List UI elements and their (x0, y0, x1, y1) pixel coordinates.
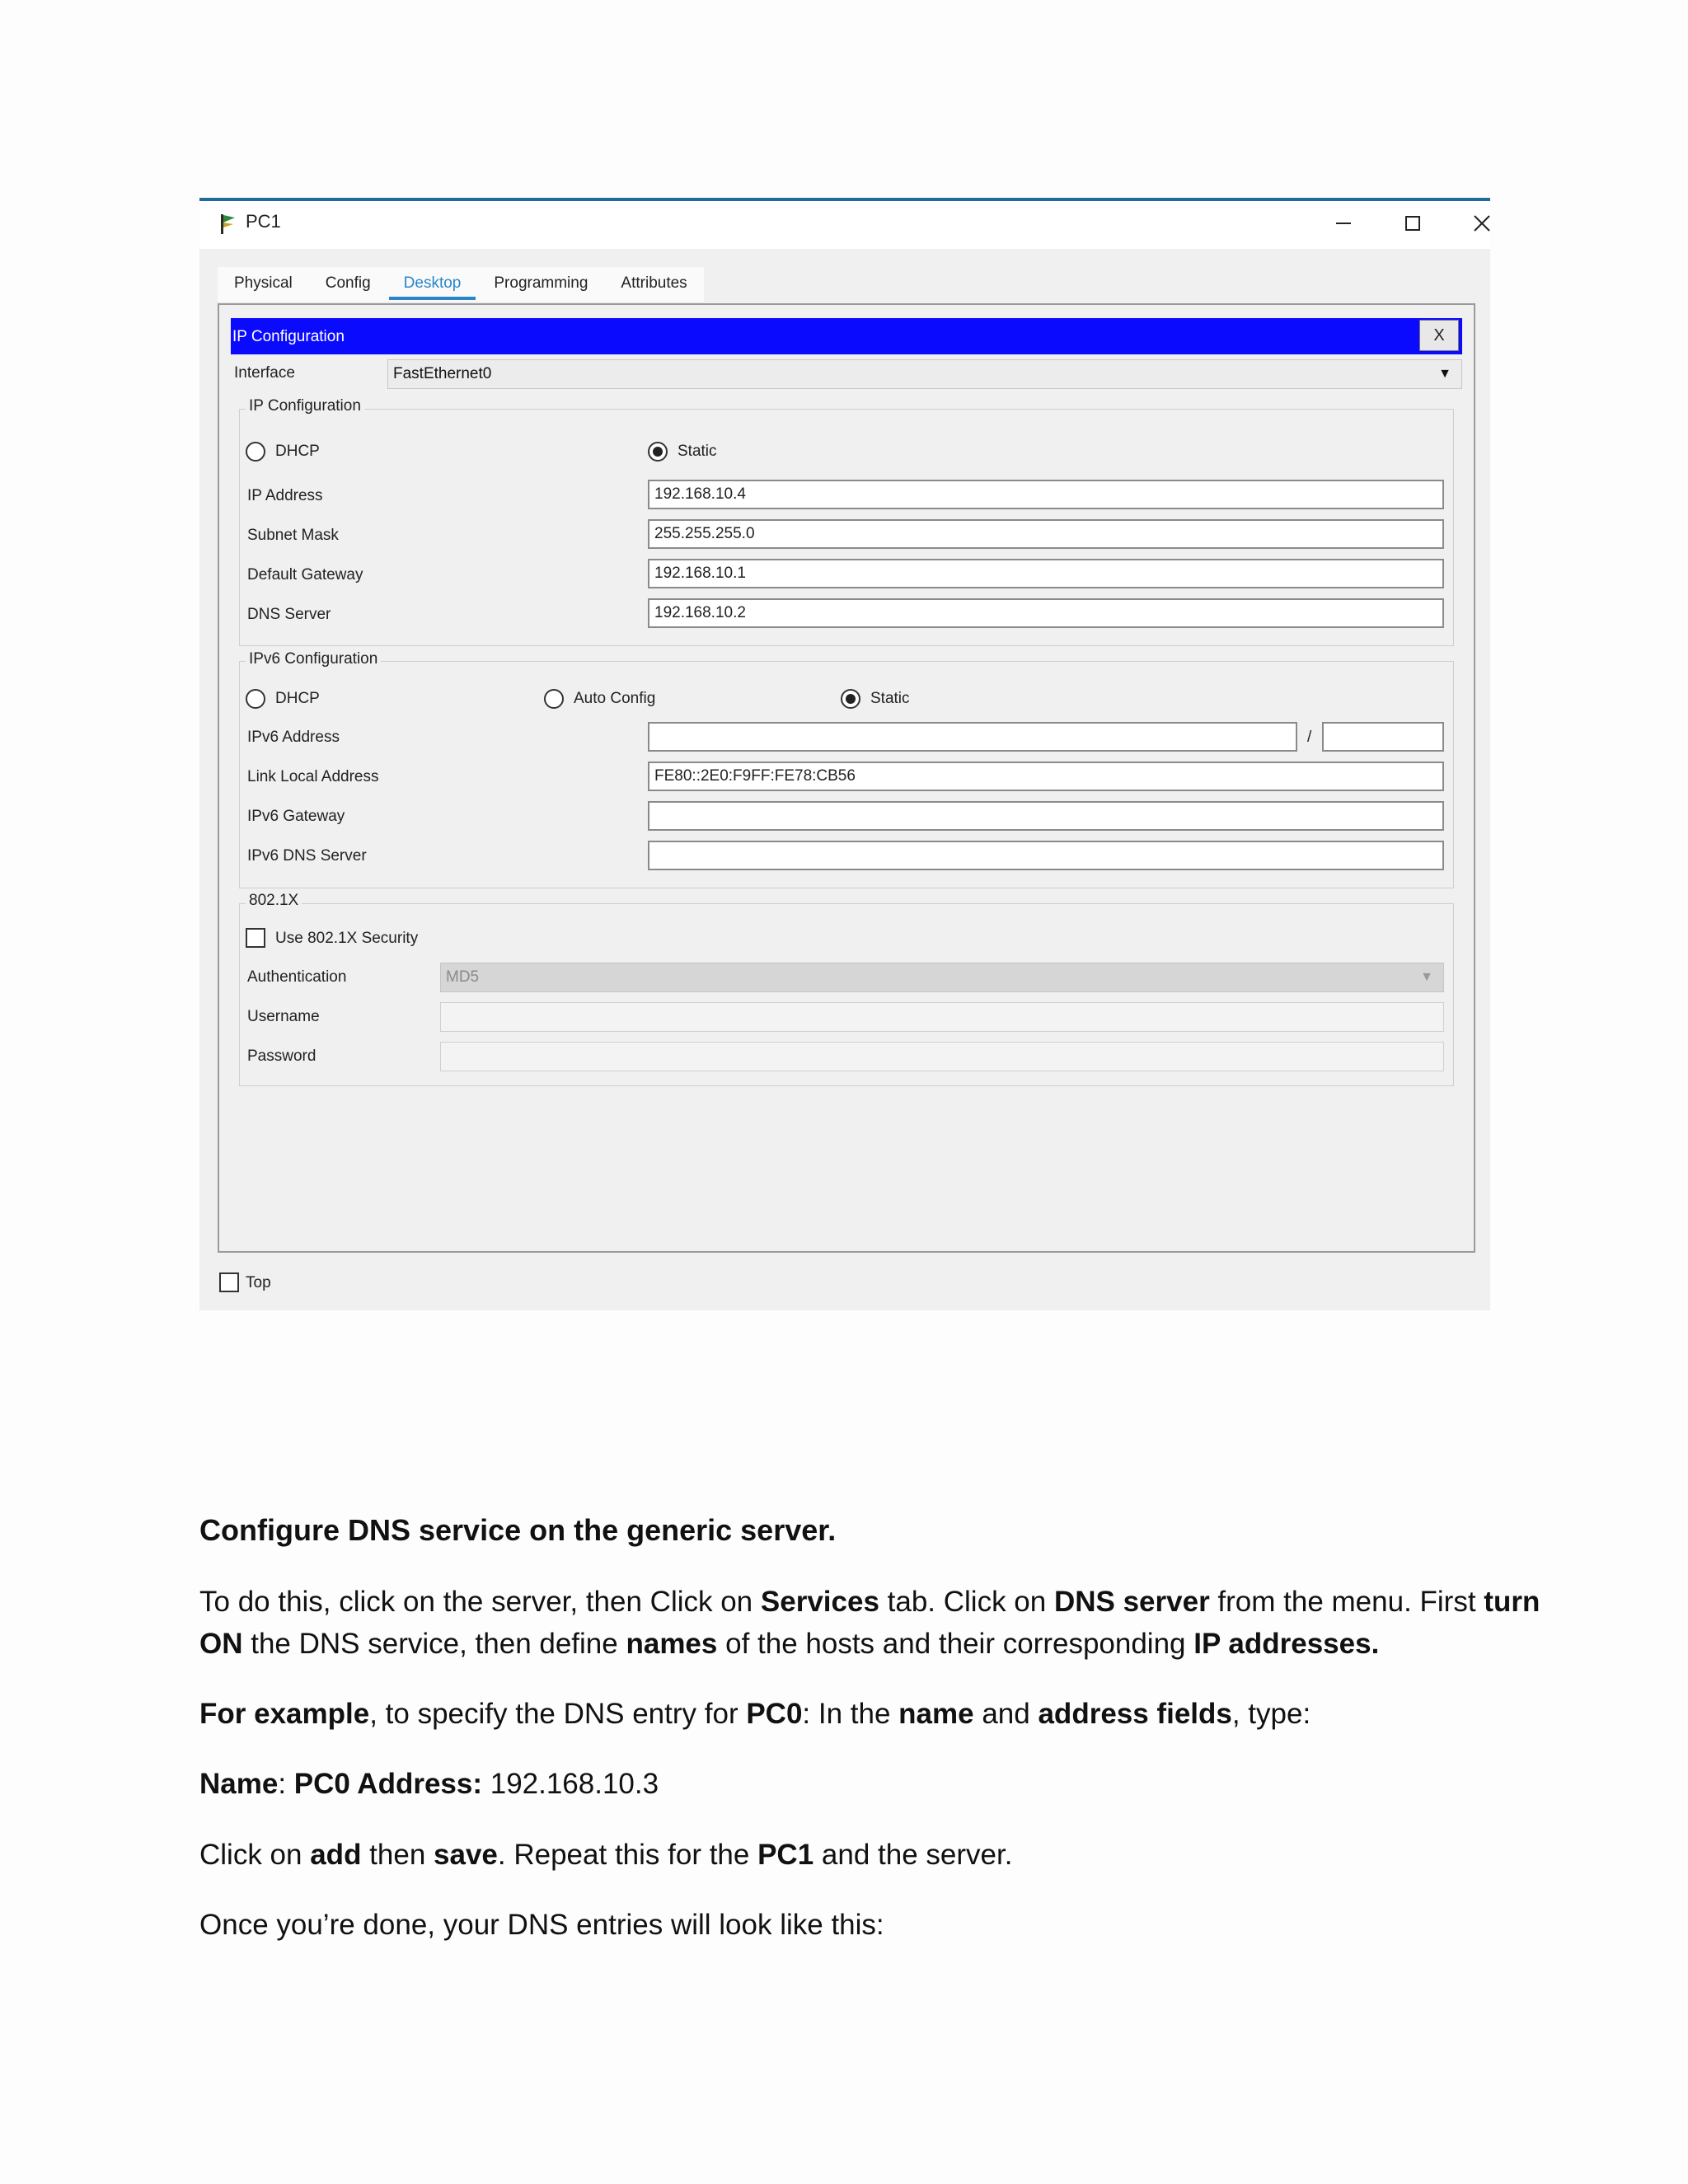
username-label: Username (247, 1008, 320, 1025)
pc1-window (199, 198, 1490, 1310)
interface-select[interactable] (387, 359, 1462, 389)
ipv6-dhcp-radio[interactable] (246, 689, 265, 709)
ipv6-dns-server-label: IPv6 DNS Server (247, 847, 367, 865)
password-label: Password (247, 1047, 316, 1065)
chevron-down-icon: ▼ (1438, 367, 1451, 381)
interface-label: Interface (234, 364, 295, 382)
paragraph-5: Once you’re done, your DNS entries will look like this: (199, 1909, 884, 1941)
ip-configuration-close-button[interactable]: X (1419, 320, 1459, 351)
top-checkbox[interactable] (219, 1272, 239, 1292)
ip-configuration-header (231, 318, 1462, 354)
link-local-address-field[interactable]: FE80::2E0:F9FF:FE78:CB56 (648, 762, 1444, 791)
default-gateway-field[interactable]: 192.168.10.1 (648, 559, 1444, 588)
paragraph-3: Name: PC0 Address: 192.168.10.3 (199, 1768, 659, 1800)
ip-address-label: IP Address (247, 487, 323, 504)
paragraph-4: Click on add then save. Repeat this for the PC1 and the server. (199, 1839, 1013, 1871)
ip-address-field[interactable]: 192.168.10.4 (648, 480, 1444, 509)
dot1x-group-title: 802.1X (246, 892, 302, 910)
subnet-mask-field[interactable]: 255.255.255.0 (648, 519, 1444, 549)
ipv4-group-title: IP Configuration (246, 397, 364, 415)
window-title: PC1 (246, 211, 281, 232)
maximize-icon (1404, 215, 1421, 232)
ipv4-static-radio[interactable] (648, 442, 668, 462)
close-icon (1473, 214, 1491, 232)
ipv6-dns-server-field[interactable] (648, 841, 1444, 870)
maximize-button[interactable] (1388, 206, 1437, 241)
ipv6-static-label: Static (870, 690, 910, 707)
ipv6-auto-config-label: Auto Config (574, 690, 656, 707)
ipv4-dhcp-radio[interactable] (246, 442, 265, 462)
link-local-address-label: Link Local Address (247, 768, 379, 785)
ipv6-address-label: IPv6 Address (247, 729, 340, 746)
title-bar[interactable] (199, 201, 1490, 249)
ip-configuration-title: IP Configuration (232, 328, 345, 345)
ipv6-prefix-field[interactable] (1322, 722, 1444, 752)
ipv6-gateway-label: IPv6 Gateway (247, 808, 345, 825)
tab-physical[interactable]: Physical (234, 274, 293, 292)
close-window-button[interactable] (1457, 206, 1507, 241)
minimize-icon (1335, 215, 1352, 232)
ipv6-address-field[interactable] (648, 722, 1297, 752)
subnet-mask-label: Subnet Mask (247, 527, 339, 544)
ipv6-group-title: IPv6 Configuration (246, 650, 381, 668)
chevron-down-icon: ▼ (1420, 970, 1433, 984)
authentication-select[interactable] (440, 963, 1444, 992)
prefix-separator: / (1307, 729, 1312, 746)
top-checkbox-label: Top (246, 1274, 271, 1291)
dns-server-label: DNS Server (247, 606, 331, 623)
ipv4-dhcp-label: DHCP (275, 443, 320, 460)
tab-attributes[interactable]: Attributes (621, 274, 687, 292)
username-field[interactable] (440, 1002, 1444, 1032)
authentication-value: MD5 (446, 968, 480, 986)
password-field[interactable] (440, 1042, 1444, 1071)
tab-bar (218, 267, 704, 302)
paragraph-1-line-2: ON the DNS service, then define names of the hosts and their corresponding IP addresses. (199, 1628, 1380, 1660)
tab-desktop[interactable]: Desktop (387, 267, 478, 300)
interface-value: FastEthernet0 (393, 365, 492, 382)
section-heading: Configure DNS service on the generic server. (199, 1513, 837, 1547)
ipv6-dhcp-label: DHCP (275, 690, 320, 707)
authentication-label: Authentication (247, 968, 347, 986)
paragraph-1-line-1: To do this, click on the server, then Click on Services tab. Click on DNS server from the menu. First turn (199, 1586, 1540, 1618)
ipv6-static-radio[interactable] (841, 689, 860, 709)
minimize-button[interactable] (1319, 206, 1368, 241)
tab-config[interactable]: Config (325, 274, 371, 292)
dns-server-field[interactable]: 192.168.10.2 (648, 598, 1444, 628)
paragraph-2: For example, to specify the DNS entry for PC0: In the name and address fields, type: (199, 1698, 1311, 1730)
tab-programming[interactable]: Programming (494, 274, 588, 292)
packet-tracer-pc-icon (218, 213, 237, 236)
use-8021x-security-checkbox[interactable] (246, 928, 265, 948)
ipv6-auto-config-radio[interactable] (544, 689, 564, 709)
ipv4-static-label: Static (678, 443, 717, 460)
default-gateway-label: Default Gateway (247, 566, 363, 583)
ipv6-gateway-field[interactable] (648, 801, 1444, 831)
use-8021x-security-label: Use 802.1X Security (275, 930, 419, 947)
